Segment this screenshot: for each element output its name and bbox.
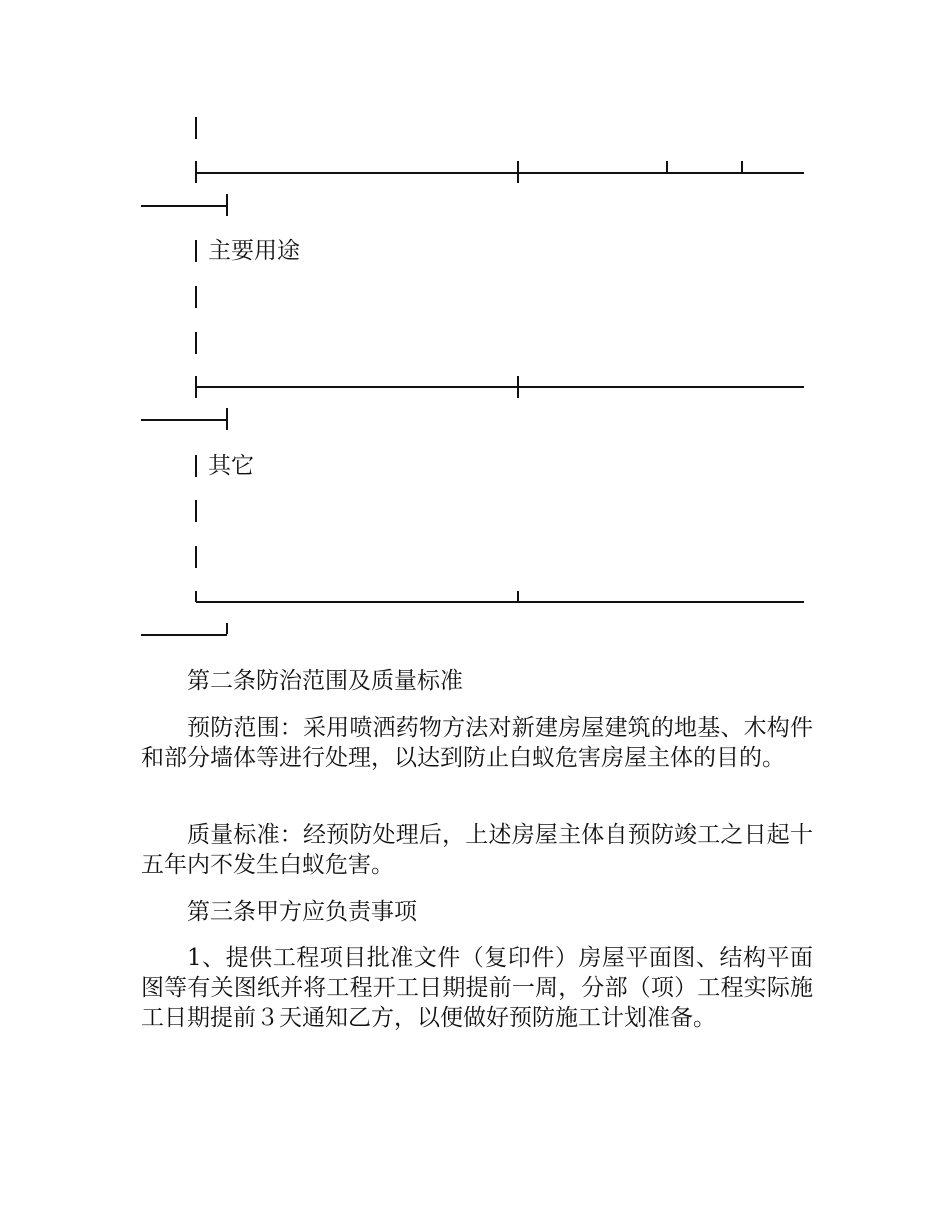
table-left-border [195,455,197,477]
article2-heading: 第二条防治范围及质量标准 [187,668,463,694]
table-column-tick [517,161,519,183]
table-bottom-border-wrap [141,634,227,636]
table-row-separator-wrap [141,419,227,421]
table-left-border [195,332,197,354]
table-column-tick [741,161,743,172]
prevention-scope-paragraph: 预防范围：采用喷洒药物方法对新建房屋建筑的地基、木构件和部分墙体等进行处理，以达到防止白蚁危害房屋主体的目的。 [141,715,813,771]
table-left-border [195,500,197,522]
article3-heading: 第三条甲方应负责事项 [187,899,417,925]
row-label-other: 其它 [208,453,254,479]
table-left-border [195,117,197,139]
row-label-main-use: 主要用途 [208,238,300,264]
table-row-separator-end [226,194,228,216]
table-left-border [195,546,197,568]
table-row-separator [196,172,804,174]
table-bottom-border [196,601,804,603]
table-column-tick [517,591,519,602]
table-row-separator-end [226,408,228,430]
table-column-tick [517,376,519,398]
article3-item1-paragraph: 1、提供工程项目批准文件（复印件）房屋平面图、结构平面图等有关图纸并将工程开工日期提前一周，分部（项）工程实际施工日期提前３天通知乙方，以便做好预防施工计划准备。 [141,945,813,1031]
table-bottom-corner-end [226,623,228,634]
table-left-border [195,286,197,308]
table-row-separator-wrap [141,205,227,207]
table-column-tick [666,161,668,172]
table-row-separator [196,386,804,388]
quality-standard-paragraph: 质量标准：经预防处理后，上述房屋主体自预防竣工之日起十五年内不发生白蚁危害。 [141,822,813,878]
table-left-border [195,240,197,262]
